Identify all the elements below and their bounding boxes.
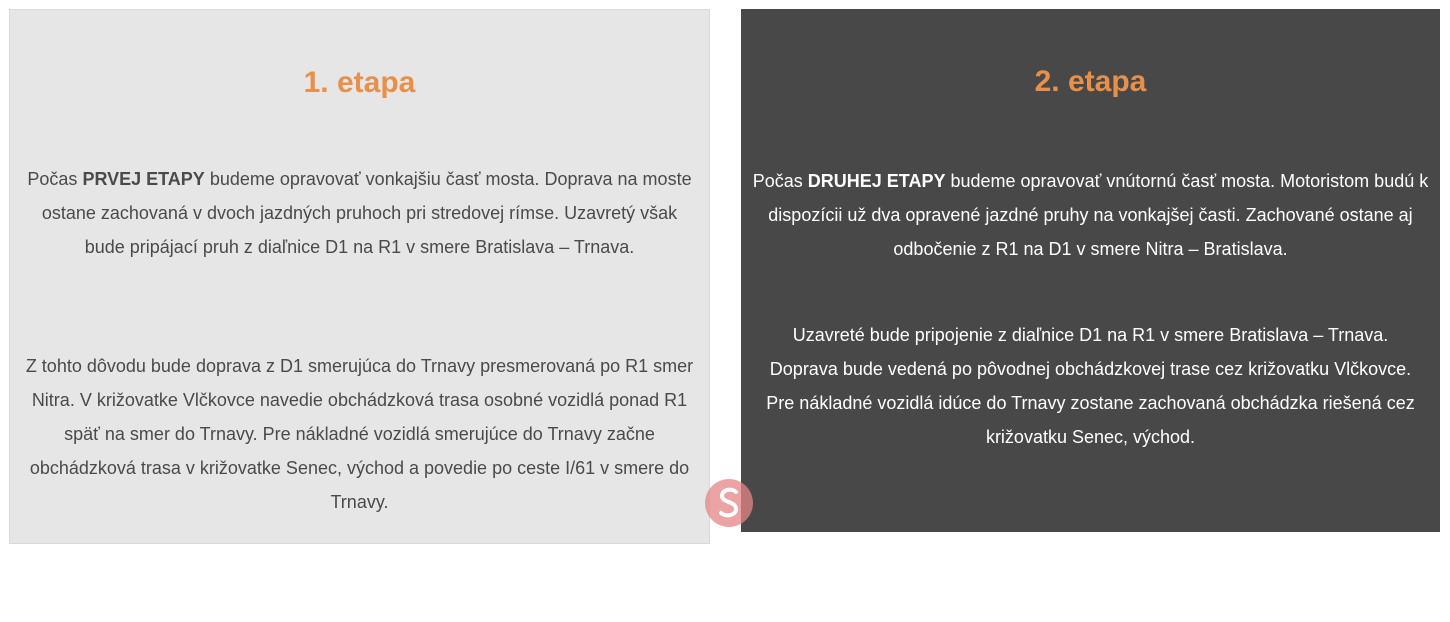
logo-s-glyph <box>714 486 744 520</box>
stage-2-paragraph-1 <box>751 164 1430 266</box>
stage-2-title: 2. etapa <box>1034 65 1147 98</box>
stage-2-p1-prefix: Počas <box>752 171 808 191</box>
stage-1-paragraph-1 <box>22 162 697 264</box>
stage-1-p1-bold: PRVEJ ETAPY <box>82 169 205 189</box>
stage-2-panel <box>741 9 1440 532</box>
stage-2-p1-rest: budeme opravovať vnútornú časť mosta. Motoristom budú k dispozícii už dva opravené jazdné pruhy na vonkajšej časti. Zachované ostane aj odbočenie z R1 na D1 v smere Nitra – Bratislava. <box>768 171 1429 259</box>
stage-2-p1-bold: DRUHEJ ETAPY <box>807 171 946 191</box>
stage-2-paragraph-2: Uzavreté bude pripojenie z diaľnice D1 na R1 v smere Bratislava – Trnava. Doprava bude vedená po pôvodnej obchádzkovej trase cez križovatku Vlčkovce. Pre nákladné vozidlá idúce do Trnavy zostane zachovaná obchádzka riešená cez križovatku Senec, východ. <box>766 325 1415 447</box>
stage-1-panel <box>9 9 710 544</box>
stage-1-title: 1. etapa <box>303 66 416 99</box>
stage-1-p1-rest: budeme opravovať vonkajšiu časť mosta. Doprava na moste ostane zachovaná v dvoch jazdných pruhoch pri stredovej rímse. Uzavretý však bude pripájací pruh z diaľnice D1 na R1 v smere Bratislava – Trnava. <box>41 169 692 257</box>
logo-s-icon <box>705 479 753 527</box>
stage-1-paragraph-2: Z tohto dôvodu bude doprava z D1 smerujúca do Trnavy presmerovaná po R1 smer Nitra. V križovatke Vlčkovce navedie obchádzková trasa osobné vozidlá ponad R1 späť na smer do Trnavy. Pre nákladné vozidlá smerujúce do Trnavy začne obchádzková trasa v križovatke Senec, východ a povedie po ceste I/61 v smere do Trnavy. <box>25 356 694 512</box>
stage-1-p1-prefix: Počas <box>27 169 83 189</box>
